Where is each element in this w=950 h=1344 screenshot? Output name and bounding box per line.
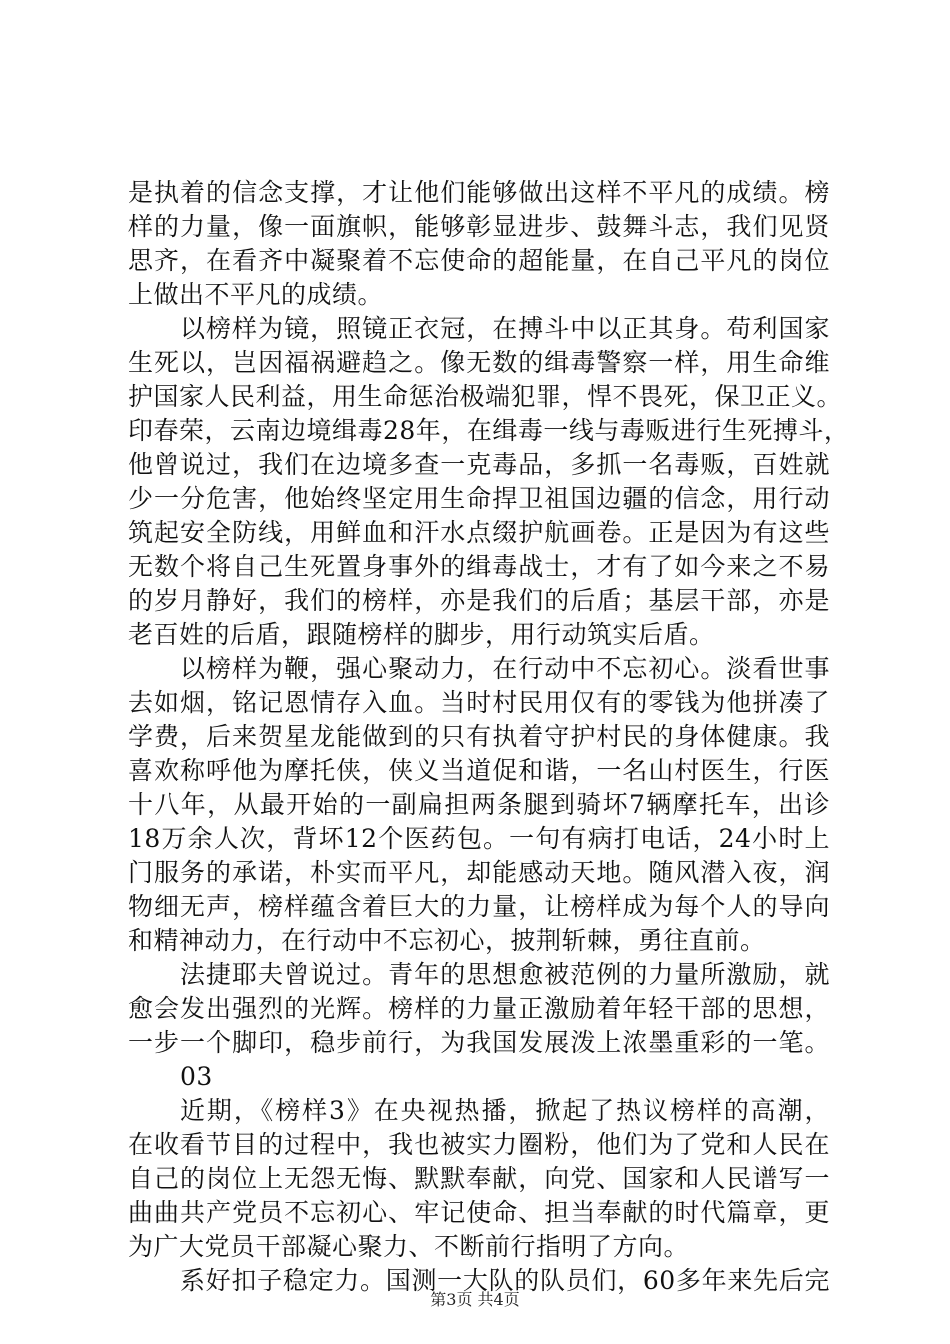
text-line: 法捷耶夫曾说过。青年的思想愈被范例的力量所激励，就: [180, 960, 830, 989]
text-line: 思齐，在看齐中凝聚着不忘使命的超能量，在自己平凡的岗位: [128, 246, 830, 275]
page-footer: 第3页 共4页: [430, 1290, 520, 1309]
text-line: 筑起安全防线，用鲜血和汗水点缀护航画卷。正是因为有这些: [128, 518, 830, 547]
text-line: 生死以，岂因福祸避趋之。像无数的缉毒警察一样，用生命维: [128, 348, 830, 377]
text-line: 近期，《榜样3》在央视热播，掀起了热议榜样的高潮，: [180, 1096, 830, 1125]
text-line: 上做出不平凡的成绩。: [128, 280, 384, 309]
text-line: 样的力量，像一面旗帜，能够彰显进步、鼓舞斗志，我们见贤: [128, 212, 830, 241]
text-line: 和精神动力，在行动中不忘初心，披荆斩棘，勇往直前。: [128, 926, 766, 955]
text-line: 去如烟，铭记恩情存入血。当时村民用仅有的零钱为他拼凑了: [128, 688, 830, 717]
text-line: 无数个将自己生死置身事外的缉毒战士，才有了如今来之不易: [128, 552, 830, 581]
text-line: 为广大党员干部凝心聚力、不断前行指明了方向。: [128, 1232, 690, 1261]
text-line: 印春荣，云南边境缉毒28年，在缉毒一线与毒贩进行生死搏斗，: [128, 416, 850, 445]
text-line: 系好扣子稳定力。国测一大队的队员们，60多年来先后完: [180, 1266, 830, 1295]
text-line: 他曾说过，我们在边境多查一克毒品，多抓一名毒贩，百姓就: [128, 450, 830, 479]
text-line: 在收看节目的过程中，我也被实力圈粉，他们为了党和人民在: [128, 1130, 830, 1159]
text-line: 自己的岗位上无怨无悔、默默奉献，向党、国家和人民谱写一: [128, 1164, 830, 1193]
text-line: 门服务的承诺，朴实而平凡，却能感动天地。随风潜入夜，润: [128, 858, 830, 887]
text-line: 曲曲共产党员不忘初心、牢记使命、担当奉献的时代篇章，更: [128, 1198, 830, 1227]
text-line: 18万余人次，背坏12个医药包。一句有病打电话，24小时上: [128, 824, 830, 853]
text-line: 的岁月静好，我们的榜样，亦是我们的后盾；基层干部，亦是: [128, 586, 830, 615]
text-line: 以榜样为镜，照镜正衣冠，在搏斗中以正其身。苟利国家: [180, 314, 830, 343]
text-line: 是执着的信念支撑，才让他们能够做出这样不平凡的成绩。榜: [128, 178, 830, 207]
document-body: [128, 176, 850, 1298]
text-line: 03: [180, 1062, 213, 1091]
text-line: 喜欢称呼他为摩托侠，侠义当道促和谐，一名山村医生，行医: [128, 756, 830, 785]
text-line: 十八年，从最开始的一副扁担两条腿到骑坏7辆摩托车，出诊: [128, 790, 830, 819]
text-line: 老百姓的后盾，跟随榜样的脚步，用行动筑实后盾。: [128, 620, 715, 649]
text-line: 护国家人民利益，用生命惩治极端犯罪，悍不畏死，保卫正义。: [128, 382, 843, 411]
text-line: 以榜样为鞭，强心聚动力，在行动中不忘初心。淡看世事: [180, 654, 830, 683]
text-line: 少一分危害，他始终坚定用生命捍卫祖国边疆的信念，用行动: [128, 484, 830, 513]
text-line: 一步一个脚印，稳步前行，为我国发展泼上浓墨重彩的一笔。: [128, 1028, 830, 1057]
text-line: 物细无声，榜样蕴含着巨大的力量，让榜样成为每个人的导向: [128, 892, 830, 921]
text-line: 愈会发出强烈的光辉。榜样的力量正激励着年轻干部的思想，: [128, 994, 830, 1023]
text-line: 学费，后来贺星龙能做到的只有执着守护村民的身体健康。我: [128, 722, 830, 751]
